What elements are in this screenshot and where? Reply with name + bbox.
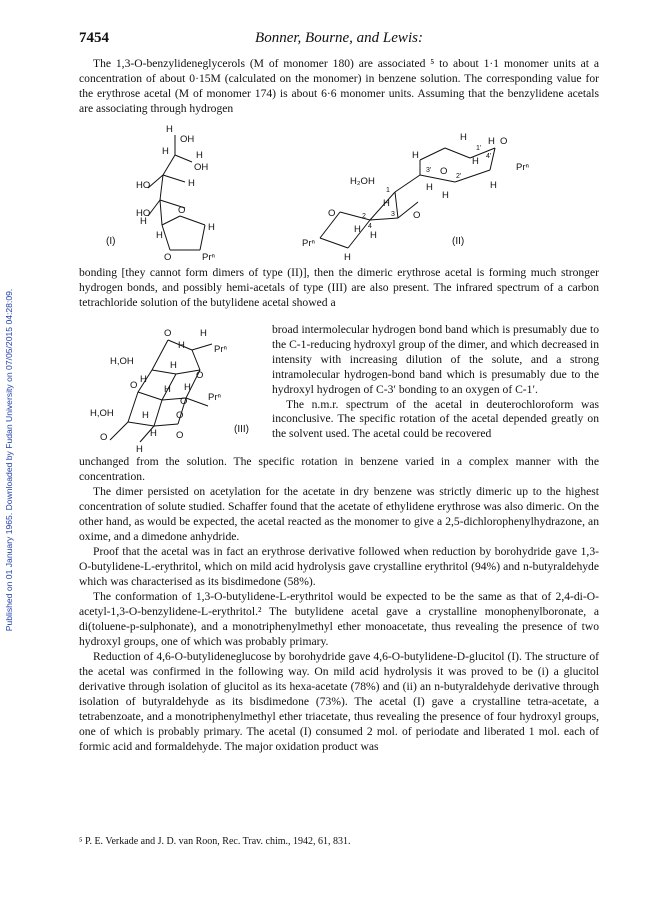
struct-III-label: H xyxy=(164,384,171,395)
struct-II-label: H xyxy=(460,132,467,143)
struct-III-label: O xyxy=(176,410,184,421)
struct-I-label: H xyxy=(156,230,163,241)
page-header xyxy=(79,30,599,50)
struct-III-label: O xyxy=(164,328,172,339)
struct-II-label: H xyxy=(383,198,390,209)
struct-II-label: 1 xyxy=(386,187,390,194)
struct-I-label: OH xyxy=(180,134,195,145)
struct-II-label: O xyxy=(413,210,421,221)
struct-III-label: O xyxy=(196,370,204,381)
struct-II-label: O xyxy=(500,136,508,147)
lower-text-block xyxy=(79,454,599,754)
struct-II-label: H xyxy=(442,190,449,201)
struct-III-label: H xyxy=(136,444,143,454)
struct-III-label: H xyxy=(184,382,191,393)
struct-II-label: 2' xyxy=(456,173,462,180)
struct-II-label: 4' xyxy=(486,153,492,160)
paragraph: The dimer persisted on acetylation for the acetate in dry benzene was strictly dimeric up to the highest concentration of solute studied. Schaffer found that the acetate of ethylidene erythrose was also dimeric. On the other hand, as would be expected, the acetal reacted as the monomer to give a 2,5-dichlorophenylhydrazone, an oxime, and a dimedone anhydride. xyxy=(79,485,599,543)
struct-III-label: H xyxy=(140,374,147,385)
struct-III-label: H,OH xyxy=(110,356,134,367)
struct-I-label: Prⁿ xyxy=(202,252,215,263)
struct-II-label: H xyxy=(344,252,351,263)
struct-III-label: Prⁿ xyxy=(214,344,227,355)
struct-I-label: OH xyxy=(194,162,209,173)
struct-II-label: Prⁿ xyxy=(516,162,529,173)
struct-I-label: H xyxy=(162,146,169,157)
paragraph: broad intermolecular hydrogen bond band which is presumably due to the C-1-reducing hydroxyl group of the dimer, and which decreased in intensity with increasing dilution of the solute, and a strong intramolecular hydrogen-bond band which is presumably due to the hydroxyl hydrogen of C-3′ bonding to an oxygen of C-1′. xyxy=(272,323,599,396)
download-watermark-text: Published on 01 January 1965. Downloaded by Fudan University on 07/05/2015 04:28:09. xyxy=(4,288,14,632)
top-text-block xyxy=(79,56,599,116)
download-watermark xyxy=(2,150,16,770)
struct-II-label: Prⁿ xyxy=(302,238,315,249)
paragraph: Proof that the acetal was in fact an erythrose derivative followed when reduction by borohydride gave 1,3-O-butylidene-L-erythritol, which on mild acid hydrolysis gave crystalline erythritol (94%) and n-butyraldehyde which was characterised as its bisdimedone (58%). xyxy=(79,545,599,588)
struct-II-label: H xyxy=(370,230,377,241)
struct-I-label: H xyxy=(166,124,173,135)
mid-text-block xyxy=(79,265,599,310)
struct-II-label: 3' xyxy=(426,167,432,174)
struct-III-label: H xyxy=(200,328,207,339)
struct-III-label: Prⁿ xyxy=(208,392,221,403)
struct-II-label: H xyxy=(426,182,433,193)
struct-II-label: H xyxy=(412,150,419,161)
wrapped-text-block xyxy=(272,323,599,442)
struct-II-label: H xyxy=(472,156,479,167)
struct-II-label: H xyxy=(488,136,495,147)
paragraph: unchanged from the solution. The specific rotation in benzene varied in a complex manner with the concentration. xyxy=(79,455,599,483)
structure-figure-I-II xyxy=(100,120,580,265)
compound-label-I: (I) xyxy=(106,236,116,247)
struct-I-label: O xyxy=(164,252,172,263)
compound-label-II: (II) xyxy=(452,236,465,247)
struct-III-label: H xyxy=(150,428,157,439)
paragraph: bonding [they cannot form dimers of type (II)], then the dimeric erythrose acetal is forming much stronger hydrogen bonds, and possibly hemi-acetals of type (III) are also present. The infrared spectrum of a carbon tetrachloride solution of the butylidene acetal showed a xyxy=(79,266,599,309)
struct-II-label: H₂OH xyxy=(350,176,375,187)
struct-II-label: 3 xyxy=(391,211,395,218)
paragraph: The 1,3-O-benzylideneglycerols (M of monomer 180) are associated ⁵ to about 1·1 monomer units at a concentration of about 0·15M (calculated on the monomer) in benzene solution. The corresponding value for the erythrose acetal (M of monomer 174) is about 6·6 monomer units. Assuming that the benzylidene acetals are associating through hydrogen xyxy=(79,57,599,115)
compound-label-III: (III) xyxy=(234,424,249,435)
struct-I-label: HO xyxy=(136,180,151,191)
struct-I-label: O xyxy=(178,205,186,216)
struct-I-label: H xyxy=(140,216,147,227)
page-number: 7454 xyxy=(79,30,109,46)
struct-III-label: H xyxy=(178,340,185,351)
struct-II-label: 1' xyxy=(476,145,482,152)
struct-I-label: H xyxy=(188,178,195,189)
struct-II-label: O xyxy=(440,166,448,177)
struct-II-label: 4 xyxy=(368,223,372,230)
struct-II-label: 2 xyxy=(362,213,366,220)
footnote: ⁵ P. E. Verkade and J. D. van Roon, Rec. Trav. chim., 1942, 61, 831. xyxy=(79,836,351,847)
struct-I-label: HO xyxy=(136,208,151,219)
struct-II-label: O xyxy=(328,208,336,219)
structure-figure-III xyxy=(80,322,270,454)
paragraph: The n.m.r. spectrum of the acetal in deuterochloroform was inconclusive. The specific rotation of the acetal depended greatly on the solvent used. The acetal could be recovered xyxy=(272,397,599,441)
struct-I-label: H xyxy=(196,150,203,161)
struct-III-label: O xyxy=(100,432,108,443)
struct-III-label: O xyxy=(180,396,188,407)
struct-I-label: H xyxy=(208,222,215,233)
running-head: Bonner, Bourne, and Lewis: xyxy=(255,30,423,46)
struct-II-label: H xyxy=(354,224,361,235)
struct-III-label: H xyxy=(170,360,177,371)
struct-III-label: H,OH xyxy=(90,408,114,419)
struct-II-label: H xyxy=(490,180,497,191)
struct-III-label: O xyxy=(130,380,138,391)
struct-III-label: O xyxy=(176,430,184,441)
paragraph: The conformation of 1,3-O-butylidene-L-erythritol would be expected to be the same as that of 2,4-di-O-acetyl-1,3-O-benzylidene-L-erythritol.² The butylidene acetal gave a crystalline monophenylboronate, a di(toluene-p-sulphonate), and a monotriphenylmethyl ether monoacetate, thus revealing the presence of two hydroxyl groups, one of which was probably primary. xyxy=(79,590,599,648)
paragraph: Reduction of 4,6-O-butylideneglucose by borohydride gave 4,6-O-butylidene-D-glucitol (I). The structure of the acetal was confirmed in the following way. On mild acid hydrolysis it was proved to be (i) a glucitol derivative through isolation of glucitol as its hexa-acetate (78%) and (ii) an n-butyraldehyde derivative through isolation of butyraldehyde as its bisdimedone (73%). The acetal (I) gave a crystalline tetra-acetate, a tetrabenzoate, and a monotriphenylmethyl ether triacetate, thus revealing the presence of four hydroxyl groups, one of which is probably primary. The acetal (I) consumed 2 mol. of periodate and liberated 1 mol. each of formic acid and formaldehyde. The major oxidation product was xyxy=(79,650,599,753)
struct-III-label: H xyxy=(142,410,149,421)
